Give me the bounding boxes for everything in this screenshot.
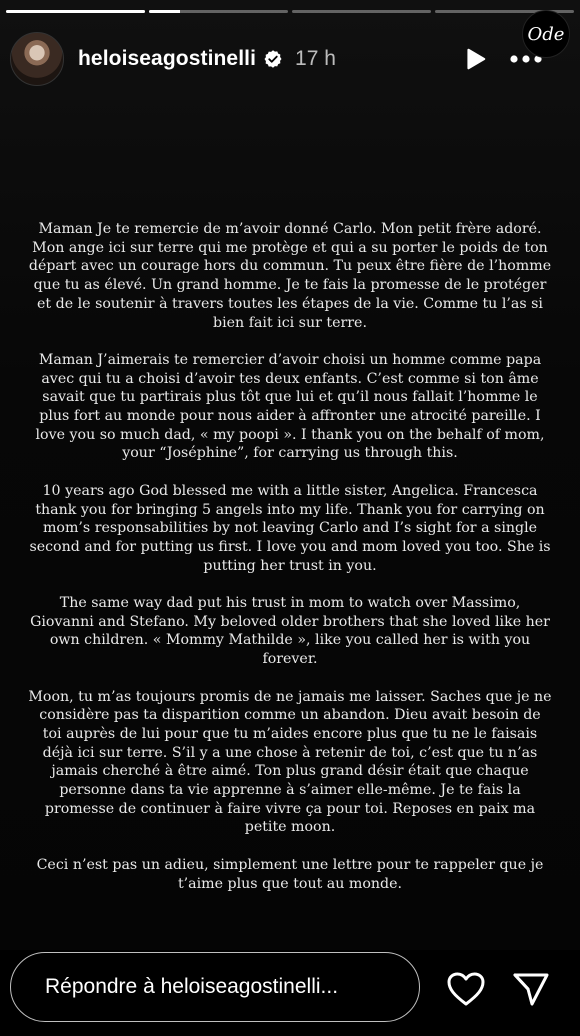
watermark-text: Ode <box>527 23 565 45</box>
progress-segment <box>6 10 145 13</box>
reply-input[interactable] <box>10 952 420 1022</box>
story-paragraph: Maman Je te remercie de m’avoir donné Carlo. Mon petit frère adoré. Mon ange ici sur terre qui me protège et qui a su porter le poids de ton départ avec un courage hors du commun. Tu peux être fière de l’homme que tu as élevé. Un grand homme. Je te fais la promesse de le protéger et de le soutenir à travers toutes les étapes de la vie. Comme tu l’as si bien fait ici sur terre. <box>28 221 552 331</box>
play-icon[interactable] <box>462 46 488 72</box>
story-paragraph: Ceci n’est pas un adieu, simplement une lettre pour te rappeler que je t’aime plus que tout au monde. <box>36 856 544 892</box>
verified-badge-icon <box>263 49 283 69</box>
story-progress-bar <box>6 10 574 13</box>
story-footer <box>0 950 580 1036</box>
story-paragraph: 10 years ago God blessed me with a little sister, Angelica. Francesca thank you for bringing 5 angels into my life. Thank you for carrying on mom’s responsabilities by not leaving Carlo and I’s sight for a single second and for putting us first. I love you and mom loved you too. She is putting her trust in you. <box>29 482 551 574</box>
post-time: 17 h <box>295 47 336 70</box>
watermark-logo <box>522 10 570 58</box>
story-text <box>28 220 552 912</box>
heart-icon[interactable] <box>446 971 486 1007</box>
progress-segment <box>149 10 288 13</box>
story-paragraph: Maman J’aimerais te remercier d’avoir choisi un homme comme papa avec qui tu a choisi d’avoir tes deux enfants. C’est comme si ton âme savait que tu partirais plus tôt que lui et qu’il nous fallait l’homme le plus fort au monde pour nous aider à affronter une atrocité pareille. I love you so much dad, « my poopi ». I thank you on the behalf of mom, your “Joséphine”, for carrying us through this. <box>35 351 545 462</box>
progress-segment <box>292 10 431 13</box>
reply-placeholder: Répondre à heloiseagostinelli... <box>45 975 339 998</box>
story-paragraph: Moon, tu m’as toujours promis de ne jamais me laisser. Saches que je ne considère pas ta disparition comme un abandon. Dieu avait besoin de toi auprès de lui pour que tu m’aides encore plus que tu ne le faisais déjà ici sur terre. S’il y a une chose à retenir de toi, c’est que tu n’as jamais cherché à être aimé. Ton plus grand désir était que chaque personne dans ta vie apprenne à s’aimer elle-même. Je te fais la promesse de continuer à faire vivre ça pour toi. Reposes en paix ma petite moon. <box>28 688 552 836</box>
story-paragraph: The same way dad put his trust in mom to watch over Massimo, Giovanni and Stefano. My beloved older brothers that she loved like her own children. « Mommy Mathilde », like you called her is with you forever. <box>30 595 550 668</box>
avatar[interactable] <box>10 32 64 86</box>
story-header <box>10 32 570 86</box>
username[interactable]: heloiseagostinelli <box>78 47 257 70</box>
send-icon[interactable] <box>511 970 551 1008</box>
